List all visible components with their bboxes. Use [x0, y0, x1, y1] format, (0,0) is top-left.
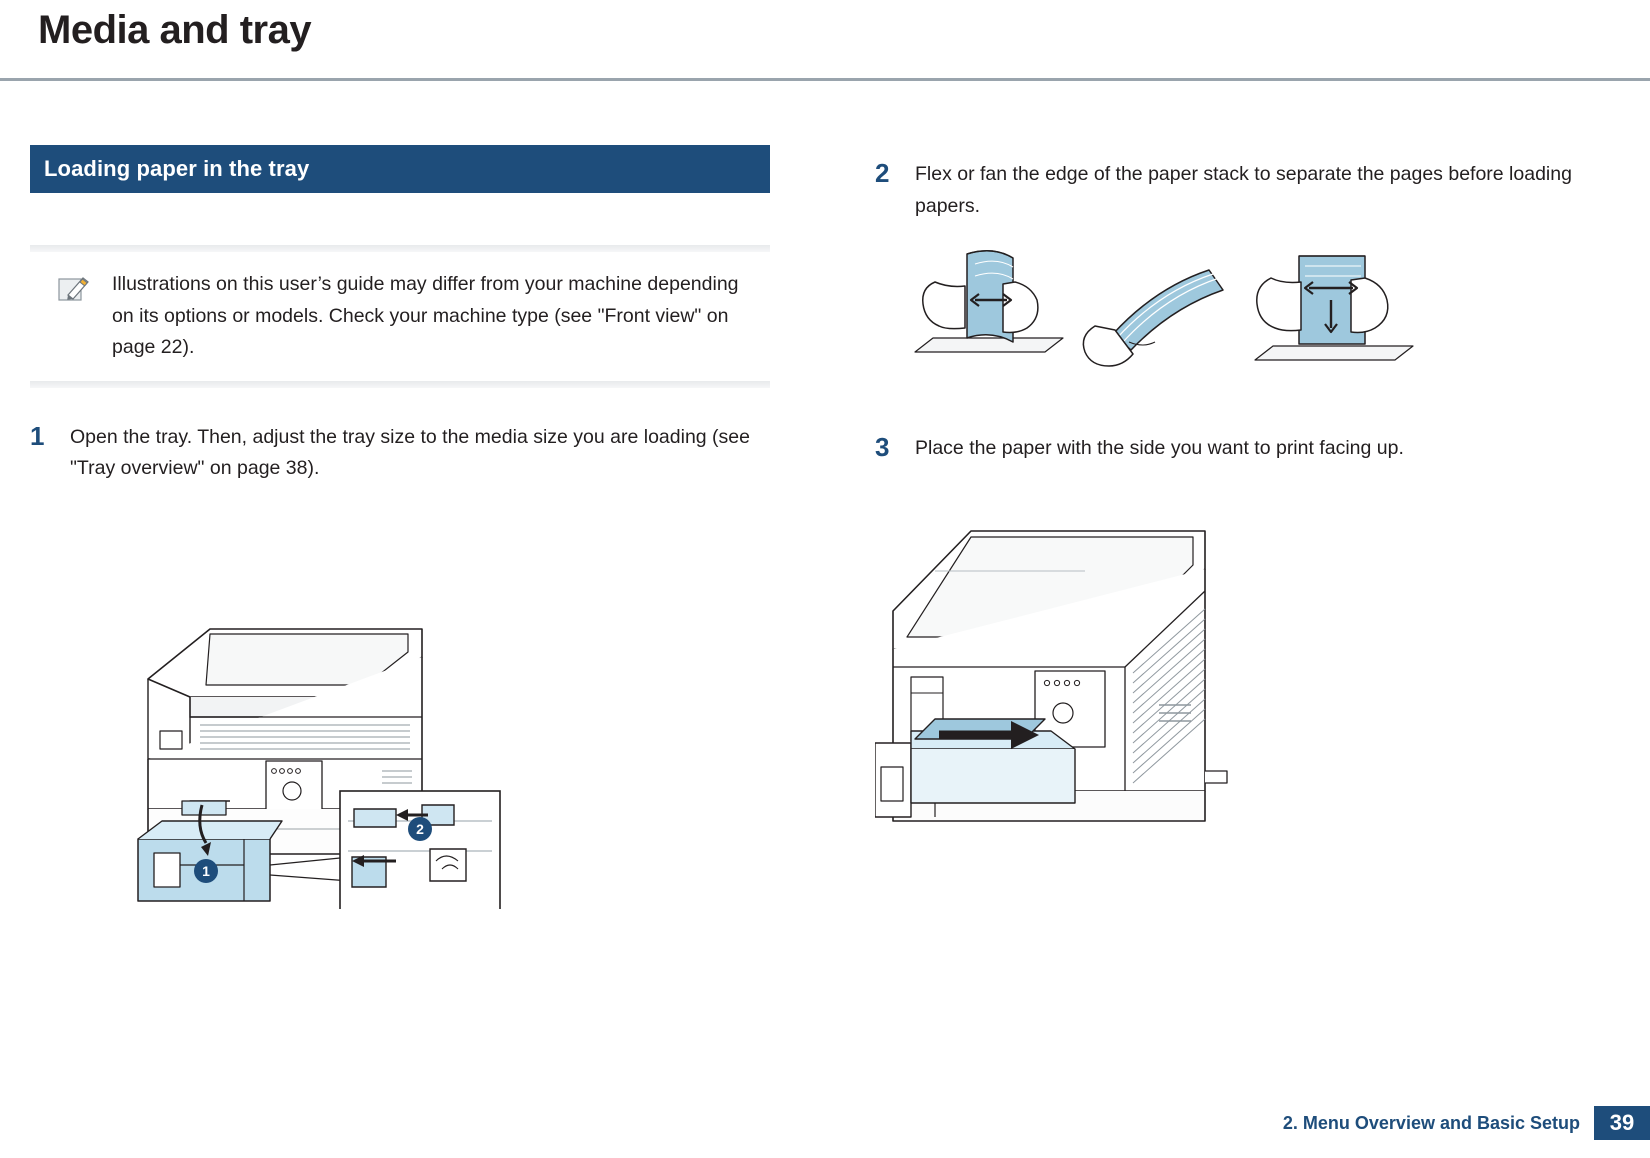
step-2-number: 2 [875, 158, 890, 188]
pencil-note-icon [58, 273, 90, 303]
left-column [30, 145, 770, 909]
printer-load-paper-illustration [875, 491, 1615, 871]
step-2 [875, 159, 1615, 222]
page-title: Media and tray [38, 8, 312, 52]
step-1-text: Open the tray. Then, adjust the tray size to the media size you are loading (see "Tray overview" on page 38). [70, 425, 750, 480]
step-3 [875, 433, 1615, 465]
section-heading-bar [30, 145, 770, 193]
note-box [30, 245, 770, 388]
printer-tray-open-illustration [30, 509, 770, 909]
step-3-text: Place the paper with the side you want to print facing up. [915, 437, 1404, 460]
right-column [875, 125, 1615, 871]
svg-text:2: 2 [416, 820, 424, 837]
step-1-number: 1 [30, 420, 45, 451]
footer-page-number: 39 [1594, 1106, 1650, 1140]
svg-text:1: 1 [202, 862, 210, 879]
flex-fan-paper-illustration [895, 242, 1615, 387]
section-heading-label: Loading paper in the tray [44, 156, 310, 181]
title-divider [0, 78, 1650, 81]
note-text: Illustrations on this user’s guide may differ from your machine depending on its options or models. Check your machine type (see "Front view" on page 22). [112, 273, 739, 359]
step-1 [30, 422, 770, 485]
step-2-text: Flex or fan the edge of the paper stack to separate the pages before loading papers. [915, 163, 1572, 217]
step-3-number: 3 [875, 432, 890, 463]
page-footer [0, 1110, 1650, 1158]
footer-chapter-label: 2. Menu Overview and Basic Setup [1283, 1106, 1594, 1140]
